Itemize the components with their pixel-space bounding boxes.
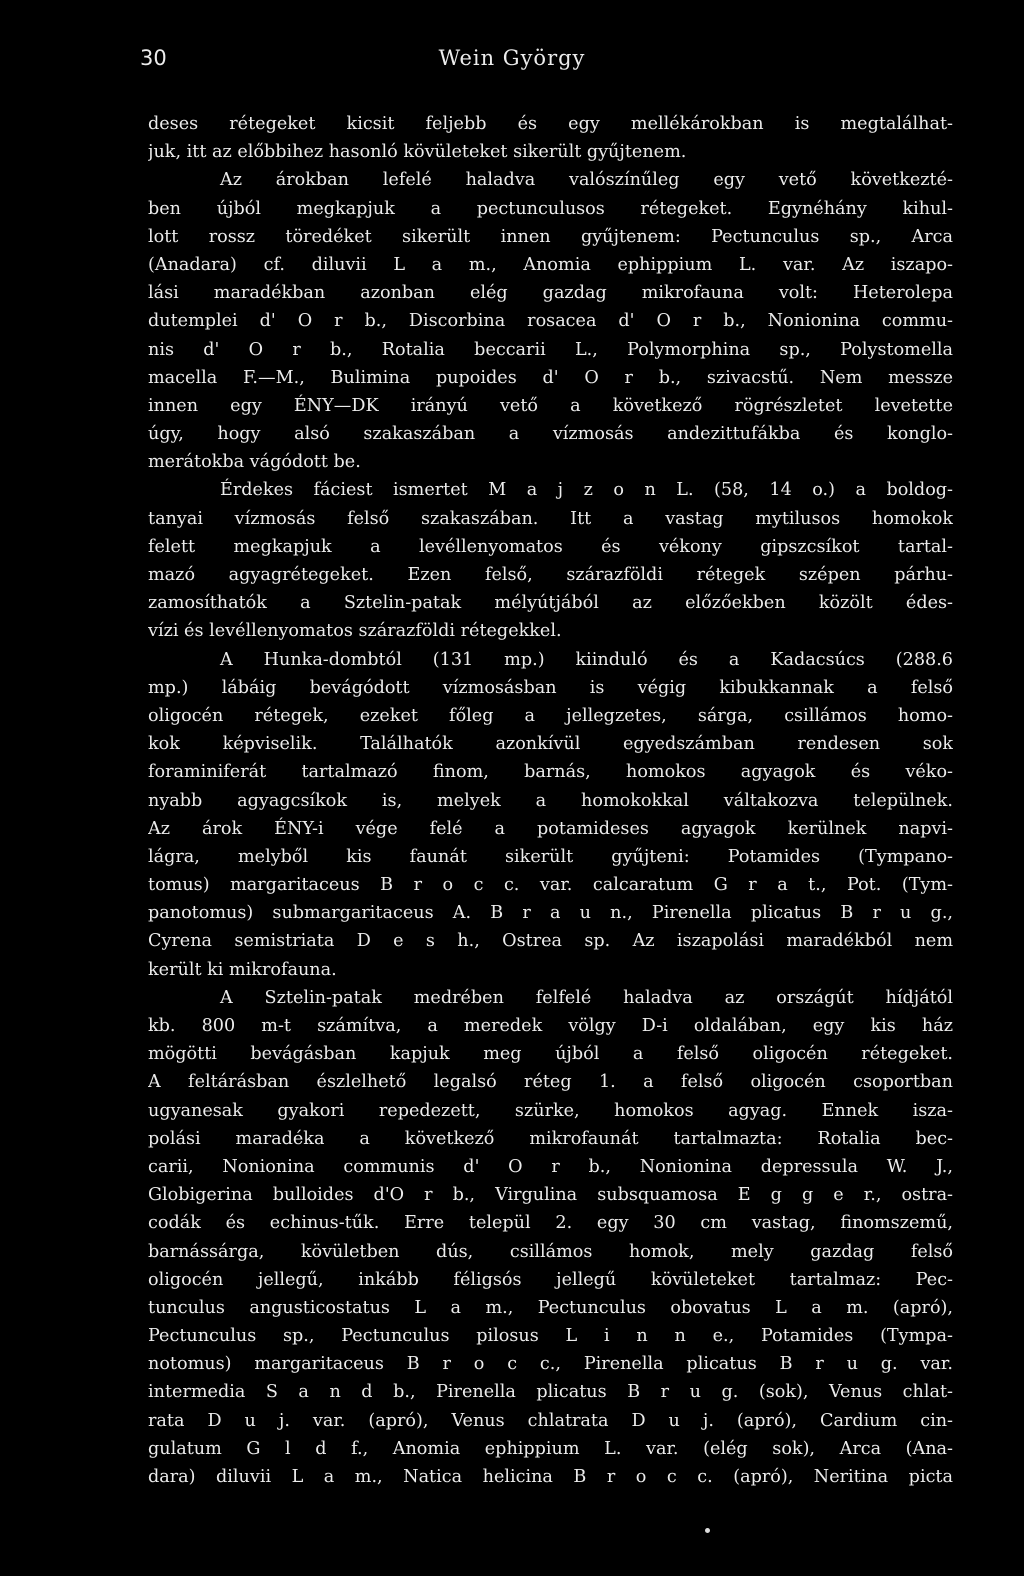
text-line: deses rétegeket kicsit feljebb és egy mellékárokban is megtalálhat- bbox=[148, 114, 953, 134]
text-line: nis d' O r b., Rotalia beccarii L., Polymorphina sp., Polystomella bbox=[148, 339, 953, 360]
text-line: Érdekes fáciest ismertet M a j z o n L. (58, 14 o.) a boldog- bbox=[220, 480, 953, 501]
text-line: (Anadara) cf. diluvii L a m., Anomia ephippium L. var. Az iszapo- bbox=[148, 254, 953, 275]
text-line: notomus) margaritaceus B r o c c., Pirenella plicatus B r u g. var. bbox=[148, 1354, 953, 1375]
text-line: tomus) margaritaceus B r o c c. var. calcaratum G r a t., Pot. (Tym- bbox=[148, 875, 953, 896]
text-line: innen egy ÉNY—DK irányú vető a következő rögrészletet levetette bbox=[148, 395, 953, 416]
text-line: felett megkapjuk a levéllenyomatos és vékony gipszcsíkot tartal- bbox=[148, 536, 953, 557]
text-line: polási maradéka a következő mikrofaunát tartalmazta: Rotalia bec- bbox=[148, 1128, 953, 1149]
text-line: juk, itt az előbbihez hasonló kövületeket sikerült gyűjtenem. bbox=[148, 142, 687, 163]
text-line: mögötti bevágásban kapjuk meg újból a felső oligocén rétegeket. bbox=[148, 1044, 953, 1065]
text-line: barnássárga, kövületben dús, csillámos homok, mely gazdag felső bbox=[148, 1241, 953, 1262]
text-line: merátokba vágódott be. bbox=[148, 452, 361, 473]
running-head: Wein György bbox=[438, 46, 586, 70]
text-line: panotomus) submargaritaceus A. B r a u n., Pirenella plicatus B r u g., bbox=[148, 903, 953, 924]
text-line: tunculus angusticostatus L a m., Pectunculus obovatus L a m. (apró), bbox=[148, 1297, 953, 1318]
text-line: lott rossz töredéket sikerült innen gyűjtenem: Pectunculus sp., Arca bbox=[148, 226, 953, 247]
text-line: gulatum G l d f., Anomia ephippium L. var. (elég sok), Arca (Ana- bbox=[148, 1438, 953, 1459]
text-line: lási maradékban azonban elég gazdag mikrofauna volt: Heterolepa bbox=[148, 283, 953, 304]
text-line: Az árokban lefelé haladva valószínűleg egy vető következté- bbox=[220, 170, 953, 191]
text-line: A Hunka-dombtól (131 mp.) kiinduló és a Kadacsúcs (288.6 bbox=[220, 649, 953, 670]
text-line: kok képviselik. Találhatók azonkívül egyedszámban rendesen sok bbox=[148, 734, 953, 755]
text-line: ugyanesak gyakori repedezett, szürke, homokos agyag. Ennek isza- bbox=[148, 1100, 953, 1121]
text-line: mazó agyagrétegeket. Ezen felső, szárazföldi rétegek szépen párhu- bbox=[148, 565, 953, 585]
text-line: tanyai vízmosás felső szakaszában. Itt a vastag mytilusos homokok bbox=[148, 508, 953, 529]
text-line: Globigerina bulloides d'O r b., Virgulina subsquamosa E g g e r., ostra- bbox=[148, 1185, 953, 1206]
text-line: foraminiferát tartalmazó finom, barnás, homokos agyagok és véko- bbox=[148, 762, 953, 783]
text-line: lágra, melyből kis faunát sikerült gyűjteni: Potamides (Tympano- bbox=[148, 846, 953, 867]
text-line: dutemplei d' O r b., Discorbina rosacea d' O r b., Nonionina commu- bbox=[148, 311, 953, 332]
text-line: zamosíthatók a Sztelin-patak mélyútjából az előzőekben közölt édes- bbox=[148, 593, 953, 614]
text-line: vízi és levéllenyomatos szárazföldi rétegekkel. bbox=[148, 621, 562, 642]
page-number: 30 bbox=[140, 46, 167, 70]
body-text bbox=[148, 110, 953, 1491]
text-line: codák és echinus-tűk. Erre települ 2. egy 30 cm vastag, finomszemű, bbox=[148, 1213, 953, 1234]
text-line: A feltárásban észlelhető legalsó réteg 1. a felső oligocén csoportban bbox=[148, 1072, 953, 1093]
text-line: oligocén rétegek, ezeket főleg a jellegzetes, sárga, csillámos homo- bbox=[148, 705, 953, 726]
text-line: nyabb agyagcsíkok is, melyek a homokokkal váltakozva települnek. bbox=[148, 790, 953, 811]
page-header bbox=[0, 46, 1024, 76]
text-line: mp.) lábáig bevágódott vízmosásban is végig kibukkannak a felső bbox=[148, 677, 953, 698]
text-line: A Sztelin-patak medrében felfelé haladva az országút hídjától bbox=[220, 987, 953, 1008]
text-line: carii, Nonionina communis d' O r b., Nonionina depressula W. J., bbox=[148, 1156, 953, 1177]
text-line: Cyrena semistriata D e s h., Ostrea sp. Az iszapolási maradékból nem bbox=[148, 931, 953, 952]
text-line: Pectunculus sp., Pectunculus pilosus L i n n e., Potamides (Tympa- bbox=[148, 1326, 953, 1347]
text-line: került ki mikrofauna. bbox=[148, 959, 337, 980]
stray-ink-dot bbox=[705, 1528, 710, 1533]
text-line: oligocén jellegű, inkább féligsós jellegű kövületeket tartalmaz: Pec- bbox=[148, 1269, 953, 1290]
text-line: macella F.—M., Bulimina pupoides d' O r b., szivacstű. Nem messze bbox=[148, 367, 953, 388]
text-line: Az árok ÉNY-i vége felé a potamideses agyagok kerülnek napvi- bbox=[148, 818, 953, 839]
text-line: kb. 800 m-t számítva, a meredek völgy D-i oldalában, egy kis ház bbox=[148, 1016, 953, 1036]
text-line: úgy, hogy alsó szakaszában a vízmosás andezittufákba és konglo- bbox=[148, 424, 953, 445]
text-line: intermedia S a n d b., Pirenella plicatus B r u g. (sok), Venus chlat- bbox=[148, 1382, 953, 1403]
text-line: dara) diluvii L a m., Natica helicina B r o c c. (apró), Neritina picta bbox=[148, 1467, 953, 1487]
text-line: ben újból megkapjuk a pectunculusos rétegeket. Egynéhány kihul- bbox=[148, 198, 953, 219]
text-line: rata D u j. var. (apró), Venus chlatrata D u j. (apró), Cardium cin- bbox=[148, 1410, 953, 1431]
